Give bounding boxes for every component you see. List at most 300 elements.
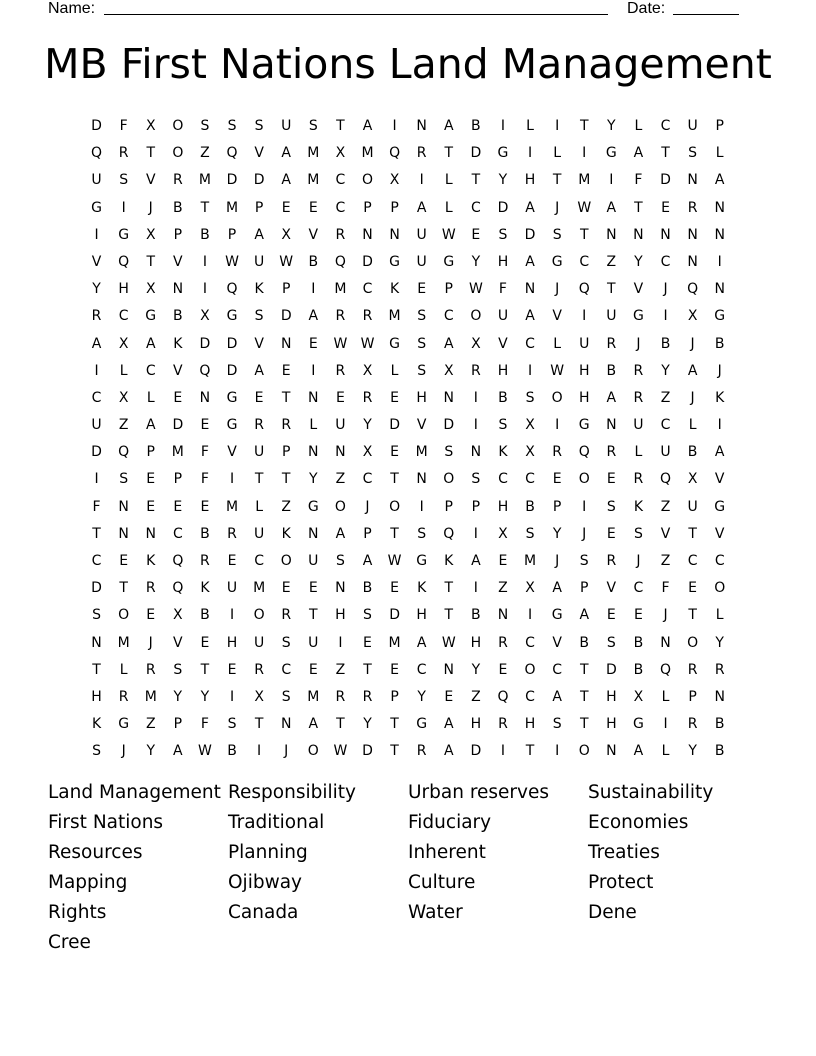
grid-letter: Z — [498, 580, 508, 597]
grid-letter: I — [229, 688, 235, 705]
grid-letter: K — [417, 580, 427, 597]
grid-letter: E — [200, 634, 210, 651]
grid-letter: U — [416, 253, 427, 270]
grid-letter: Z — [606, 253, 617, 270]
grid-letter: G — [605, 145, 617, 162]
grid-letter: S — [498, 417, 508, 434]
word-list-item: First Nations — [48, 812, 164, 833]
grid-letter: M — [307, 172, 320, 189]
grid-letter: A — [308, 716, 319, 733]
grid-letter: I — [527, 607, 533, 624]
grid-letter: L — [309, 417, 318, 434]
grid-letter: H — [578, 389, 590, 406]
grid-letter: Y — [634, 253, 643, 270]
grid-letter: I — [202, 281, 207, 298]
grid-letter: E — [606, 607, 616, 624]
grid-letter: T — [254, 471, 264, 488]
grid-letter: M — [388, 634, 401, 651]
grid-letter: S — [281, 634, 291, 651]
grid-letter: V — [714, 525, 725, 542]
grid-letter: N — [443, 389, 454, 406]
grid-letter: R — [633, 362, 644, 379]
word-list-item: Culture — [408, 872, 476, 893]
grid-letter: K — [200, 580, 210, 597]
grid-letter: F — [634, 172, 643, 189]
grid-letter: L — [255, 498, 264, 515]
grid-letter: T — [390, 471, 399, 488]
grid-letter: W — [387, 553, 402, 569]
grid-letter: H — [497, 498, 509, 515]
grid-letter: E — [417, 281, 427, 298]
grid-letter: L — [661, 743, 670, 760]
grid-letter: Z — [660, 553, 671, 569]
grid-letter: I — [473, 525, 478, 542]
grid-letter: E — [471, 226, 481, 243]
grid-letter: F — [119, 118, 128, 134]
grid-letter: R — [281, 607, 292, 624]
grid-letter: I — [500, 743, 506, 760]
word-list-item: Rights — [48, 902, 107, 923]
grid-letter: A — [308, 308, 319, 325]
grid-letter: A — [633, 145, 644, 162]
grid-letter: G — [389, 253, 400, 270]
grid-letter: I — [121, 199, 126, 216]
grid-letter: I — [527, 145, 533, 162]
grid-letter: A — [416, 199, 427, 216]
grid-letter: Q — [118, 444, 130, 461]
grid-letter: P — [688, 688, 697, 705]
grid-letter: E — [390, 444, 399, 461]
grid-letter: S — [525, 389, 535, 406]
grid-letter: X — [118, 389, 129, 406]
grid-letter: R — [362, 389, 373, 406]
grid-letter: Q — [389, 145, 401, 162]
grid-letter: S — [417, 362, 427, 379]
grid-letter: X — [145, 281, 156, 298]
grid-letter: I — [555, 118, 560, 134]
name-label: Name: — [48, 0, 96, 17]
grid-letter: D — [91, 118, 102, 134]
grid-letter: P — [173, 226, 183, 243]
grid-letter: G — [226, 417, 238, 434]
grid-letter: K — [498, 444, 508, 461]
grid-letter: M — [225, 199, 239, 216]
date-line — [673, 14, 739, 15]
grid-letter: A — [173, 743, 183, 760]
word-list-item: Resources — [48, 842, 143, 863]
grid-letter: A — [145, 335, 156, 352]
grid-letter: T — [688, 525, 697, 542]
grid-letter: D — [497, 199, 509, 216]
grid-letter: O — [687, 634, 699, 651]
grid-letter: R — [335, 308, 346, 325]
grid-letter: R — [416, 743, 427, 760]
grid-letter: M — [307, 688, 320, 705]
grid-letter: G — [145, 308, 157, 325]
grid-letter: Q — [199, 362, 211, 379]
grid-letter: E — [281, 362, 291, 379]
grid-letter: V — [308, 226, 319, 243]
grid-letter: E — [498, 661, 508, 678]
grid-letter: I — [473, 580, 478, 597]
grid-letter: X — [525, 580, 535, 597]
grid-letter: Y — [688, 743, 697, 760]
grid-letter: A — [606, 389, 617, 406]
grid-letter: N — [660, 226, 671, 243]
grid-letter: J — [690, 335, 695, 352]
word-list-item: Planning — [228, 842, 308, 863]
grid-letter: E — [146, 471, 156, 488]
grid-letter: O — [578, 471, 590, 488]
grid-letter: P — [173, 716, 183, 733]
grid-letter: E — [200, 498, 210, 515]
grid-letter: E — [363, 634, 372, 651]
grid-letter: A — [362, 118, 373, 134]
grid-letter: M — [388, 308, 401, 325]
grid-letter: I — [717, 253, 722, 270]
word-list-item: Canada — [228, 902, 299, 923]
grid-letter: C — [525, 471, 535, 488]
grid-letter: V — [254, 145, 264, 162]
grid-letter: E — [390, 580, 399, 597]
grid-letter: Z — [660, 389, 671, 406]
grid-letter: A — [281, 172, 291, 189]
grid-letter: B — [471, 607, 481, 624]
grid-letter: E — [688, 580, 698, 597]
grid-letter: E — [308, 335, 318, 352]
grid-letter: T — [579, 688, 589, 705]
date-label: Date: — [627, 0, 666, 17]
grid-letter: Y — [363, 417, 372, 434]
grid-letter: N — [335, 580, 346, 597]
grid-letter: Z — [118, 417, 129, 434]
grid-letter: Y — [173, 688, 183, 705]
grid-letter: C — [470, 199, 481, 216]
grid-letter: U — [91, 172, 102, 189]
grid-letter: O — [443, 471, 455, 488]
grid-letter: K — [389, 281, 400, 298]
grid-letter: R — [606, 335, 617, 352]
grid-letter: R — [281, 417, 292, 434]
grid-letter: M — [524, 553, 537, 569]
grid-letter: T — [281, 389, 291, 406]
grid-letter: L — [553, 145, 562, 162]
grid-letter: I — [257, 743, 262, 760]
grid-letter: T — [281, 471, 291, 488]
grid-letter: G — [632, 716, 644, 733]
grid-letter: X — [443, 362, 454, 379]
grid-letter: Z — [660, 498, 671, 515]
grid-letter: V — [660, 525, 671, 542]
grid-letter: N — [308, 389, 319, 406]
grid-letter: H — [470, 634, 482, 651]
grid-letter: Z — [335, 471, 346, 488]
grid-letter: V — [254, 335, 264, 352]
grid-letter: V — [552, 634, 562, 651]
word-list-item: Economies — [588, 812, 689, 833]
grid-letter: P — [580, 580, 589, 597]
word-list-item: Water — [408, 902, 463, 923]
grid-letter: B — [714, 716, 725, 733]
grid-letter: Q — [172, 580, 184, 597]
word-list-item: Inherent — [408, 842, 486, 863]
grid-letter: W — [198, 743, 212, 760]
grid-letter: L — [715, 607, 724, 624]
grid-letter: D — [226, 172, 238, 189]
grid-letter: C — [362, 471, 373, 488]
grid-letter: T — [390, 716, 399, 733]
grid-letter: J — [148, 199, 153, 216]
word-list-item: Treaties — [588, 842, 660, 863]
word-list-item: Fiduciary — [408, 812, 492, 833]
grid-letter: N — [280, 335, 292, 352]
grid-letter: T — [444, 580, 454, 597]
grid-letter: B — [525, 498, 535, 515]
grid-letter: L — [634, 118, 643, 134]
grid-letter: I — [202, 253, 207, 270]
grid-letter: N — [497, 607, 509, 624]
grid-letter: S — [606, 498, 616, 515]
grid-letter: T — [579, 716, 589, 733]
grid-letter: H — [226, 634, 238, 651]
grid-letter: G — [416, 553, 428, 569]
grid-letter: E — [606, 525, 616, 542]
grid-letter: U — [253, 634, 265, 651]
grid-letter: I — [609, 172, 614, 189]
grid-letter: C — [714, 553, 725, 569]
grid-letter: S — [281, 688, 291, 705]
grid-letter: Q — [226, 281, 238, 298]
grid-letter: P — [552, 498, 562, 515]
grid-letter: G — [416, 716, 428, 733]
grid-letter: B — [498, 389, 508, 406]
name-date-header — [48, 0, 748, 20]
grid-letter: J — [555, 553, 560, 569]
grid-letter: V — [714, 471, 725, 488]
grid-letter: D — [660, 172, 671, 189]
word-list-item: Responsibility — [228, 782, 356, 803]
grid-letter: A — [91, 335, 102, 352]
grid-letter: J — [690, 389, 695, 406]
grid-letter: C — [443, 308, 454, 325]
grid-letter: C — [525, 688, 535, 705]
grid-letter: X — [525, 444, 535, 461]
grid-letter: C — [145, 362, 156, 379]
grid-letter: B — [606, 362, 617, 379]
grid-letter: O — [253, 607, 265, 624]
grid-letter: X — [362, 444, 373, 461]
grid-letter: I — [94, 471, 99, 488]
grid-letter: W — [441, 634, 456, 651]
grid-letter: U — [660, 444, 671, 461]
grid-letter: M — [334, 281, 347, 298]
grid-letter: B — [714, 335, 725, 352]
grid-letter: X — [145, 118, 156, 134]
grid-letter: Z — [471, 688, 481, 705]
grid-letter: I — [582, 145, 587, 162]
grid-letter: X — [471, 335, 481, 352]
word-list-item: Mapping — [48, 872, 128, 893]
grid-letter: W — [333, 743, 348, 760]
grid-letter: V — [416, 417, 427, 434]
grid-letter: R — [200, 553, 210, 569]
grid-letter: M — [198, 172, 211, 189]
grid-letter: T — [390, 525, 399, 542]
grid-letter: K — [444, 553, 454, 569]
grid-letter: L — [526, 118, 534, 134]
grid-letter: U — [606, 308, 617, 325]
grid-letter: L — [661, 688, 670, 705]
grid-letter: T — [634, 199, 643, 216]
grid-letter: N — [470, 444, 482, 461]
grid-letter: T — [200, 199, 210, 216]
grid-letter: M — [171, 444, 184, 461]
grid-letter: H — [578, 362, 590, 379]
grid-letter: N — [714, 199, 725, 216]
grid-letter: I — [500, 118, 506, 134]
word-list-item: Ojibway — [228, 872, 302, 893]
grid-letter: B — [308, 253, 319, 270]
grid-letter: H — [118, 281, 129, 298]
grid-letter: C — [118, 308, 129, 325]
grid-letter: N — [660, 634, 671, 651]
grid-letter: A — [443, 743, 454, 760]
grid-letter: C — [660, 417, 671, 434]
grid-letter: X — [687, 471, 698, 488]
grid-letter: P — [363, 525, 372, 542]
grid-letter: V — [173, 253, 183, 270]
grid-letter: P — [444, 498, 453, 515]
grid-letter: B — [687, 444, 698, 461]
grid-letter: B — [633, 661, 644, 678]
grid-letter: E — [661, 199, 670, 216]
grid-letter: H — [470, 716, 482, 733]
grid-letter: R — [470, 362, 481, 379]
grid-letter: G — [226, 308, 238, 325]
grid-letter: C — [660, 253, 671, 270]
grid-letter: L — [146, 389, 155, 406]
grid-letter: Z — [200, 145, 210, 162]
grid-letter: T — [363, 661, 372, 678]
grid-letter: X — [118, 335, 129, 352]
grid-letter: I — [582, 498, 587, 515]
grid-letter: J — [663, 607, 668, 624]
grid-letter: S — [335, 553, 345, 569]
grid-letter: N — [524, 281, 536, 298]
grid-letter: C — [687, 553, 698, 569]
grid-letter: F — [92, 498, 101, 515]
grid-letter: K — [254, 281, 264, 298]
grid-letter: O — [118, 607, 130, 624]
grid-letter: V — [173, 634, 183, 651]
grid-letter: T — [119, 580, 128, 597]
grid-letter: F — [661, 580, 670, 597]
grid-letter: E — [308, 580, 318, 597]
grid-letter: Y — [607, 118, 616, 134]
grid-letter: H — [416, 389, 427, 406]
grid-letter: A — [443, 716, 454, 733]
grid-letter: E — [308, 661, 318, 678]
grid-letter: J — [582, 525, 587, 542]
grid-letter: J — [284, 743, 289, 760]
grid-letter: C — [633, 580, 644, 597]
grid-letter: R — [254, 417, 264, 434]
grid-letter: T — [688, 607, 697, 624]
grid-letter: X — [525, 417, 535, 434]
grid-letter: I — [94, 362, 99, 379]
grid-letter: D — [362, 253, 373, 270]
grid-letter: E — [606, 471, 616, 488]
grid-letter: H — [606, 716, 617, 733]
grid-letter: Y — [498, 172, 508, 189]
grid-letter: T — [200, 661, 210, 678]
grid-letter: B — [714, 743, 725, 760]
grid-letter: S — [254, 118, 264, 134]
grid-letter: D — [253, 172, 265, 189]
grid-letter: J — [148, 634, 153, 651]
grid-letter: A — [443, 335, 454, 352]
grid-letter: U — [633, 417, 644, 434]
grid-letter: H — [497, 362, 509, 379]
grid-letter: U — [308, 634, 319, 651]
grid-letter: R — [606, 444, 617, 461]
grid-letter: J — [636, 335, 641, 352]
grid-letter: N — [91, 634, 102, 651]
grid-letter: I — [311, 362, 316, 379]
grid-letter: Y — [363, 716, 372, 733]
grid-letter: K — [281, 525, 291, 542]
grid-letter: N — [199, 389, 211, 406]
grid-letter: R — [633, 389, 644, 406]
grid-letter: B — [579, 634, 590, 651]
grid-letter: A — [552, 688, 562, 705]
grid-letter: P — [146, 444, 155, 461]
grid-letter: D — [443, 417, 455, 434]
grid-letter: D — [362, 743, 373, 760]
grid-letter: M — [225, 498, 239, 515]
grid-letter: C — [335, 172, 346, 189]
grid-letter: D — [91, 444, 102, 461]
grid-letter: R — [145, 661, 156, 678]
grid-letter: K — [633, 498, 644, 515]
word-list-item: Sustainability — [588, 782, 714, 803]
grid-letter: U — [416, 226, 427, 243]
grid-letter: Y — [471, 253, 481, 270]
grid-letter: E — [227, 661, 237, 678]
grid-letter: I — [663, 716, 668, 733]
grid-letter: R — [687, 716, 698, 733]
grid-letter: W — [441, 226, 456, 243]
grid-letter: Q — [687, 281, 699, 298]
grid-letter: R — [227, 525, 237, 542]
grid-letter: M — [307, 145, 320, 162]
grid-letter: O — [361, 172, 373, 189]
grid-letter: D — [172, 417, 184, 434]
grid-letter: T — [146, 253, 156, 270]
grid-letter: O — [172, 118, 184, 134]
grid-letter: V — [145, 172, 156, 189]
grid-letter: H — [606, 688, 617, 705]
grid-letter: R — [335, 688, 346, 705]
grid-letter: E — [552, 471, 562, 488]
grid-letter: S — [119, 471, 129, 488]
grid-letter: Q — [118, 253, 130, 270]
grid-letter: Q — [172, 553, 184, 569]
grid-letter: A — [525, 308, 535, 325]
grid-letter: J — [717, 362, 722, 379]
grid-letter: I — [419, 498, 424, 515]
grid-letter: D — [605, 661, 617, 678]
